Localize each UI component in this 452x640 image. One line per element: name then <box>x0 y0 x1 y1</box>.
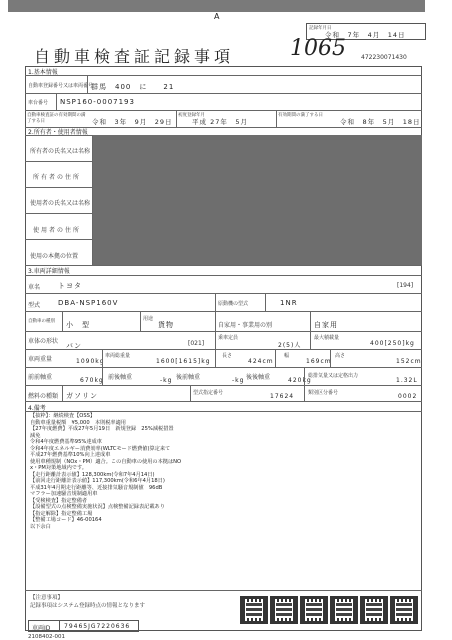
max-load-value: 400[250]kg <box>370 340 415 347</box>
qr-code-icon <box>300 596 328 624</box>
type-no-label: 型式指定番号 <box>193 390 224 396</box>
section4-heading: 4.備考 <box>28 405 46 412</box>
weight-value: 1090kg <box>76 358 105 365</box>
section1-heading: 1.基本情報 <box>28 69 58 76</box>
rr-axle-value: 420kg <box>288 377 312 384</box>
type-no-value: 17624 <box>270 393 295 400</box>
record-date-label: 記録年月日 <box>309 26 332 31</box>
document-number: 472230071430 <box>361 54 407 61</box>
doc-code: 2108402-001 <box>28 634 65 640</box>
record-date-value: 令和 7年 4月 14日 <box>325 31 406 39</box>
model-value: DBA-NSP160V <box>58 299 119 307</box>
maker-code: [194] <box>397 282 414 289</box>
chassis-value: NSP160-0007193 <box>60 98 135 106</box>
kind-value: 小 型 <box>66 321 90 329</box>
gross-label: 車両総重量 <box>105 353 131 359</box>
qr-code-icon <box>270 596 298 624</box>
height-value: 152cm <box>396 358 422 365</box>
kind-label: 自動車の種別 <box>28 319 55 324</box>
fuel-value: ガソリン <box>66 392 98 400</box>
qr-code-icon <box>390 596 418 624</box>
engine-value: 1NR <box>280 299 298 307</box>
body-value: バン <box>66 342 82 350</box>
top-redaction-bar <box>8 0 425 12</box>
owner-address-label: 所有者の住所 <box>33 174 82 181</box>
weight-label: 車両重量 <box>28 356 53 363</box>
cert-label: 自動車検査証の有効期間の満了する日 <box>27 113 86 124</box>
displacement-label: 総排気量又は定格出力 <box>308 373 359 379</box>
chassis-label: 車台番号 <box>28 100 49 106</box>
expiry-value: 令和 8年 5月 18日 <box>340 118 421 126</box>
ff-axle-label: 前前軸重 <box>28 374 53 381</box>
displacement-value: 1.32L <box>396 377 418 384</box>
capacity-value: 2(5)人 <box>278 342 302 349</box>
expiry-label: 有効期間の満了する日 <box>278 113 323 118</box>
purpose-value: 自家用 <box>314 321 338 329</box>
width-label: 幅 <box>284 353 290 359</box>
user-name-label: 使用者の氏名又は名称 <box>30 200 91 207</box>
length-label: 長さ <box>222 353 233 359</box>
ff-axle-value: 670kg <box>80 377 104 384</box>
class-label: 類別区分番号 <box>308 390 339 396</box>
vehicle-id-label-box <box>28 620 60 632</box>
rf-axle-value: -kg <box>232 377 245 384</box>
use-value: 貨物 <box>158 321 174 329</box>
length-value: 424cm <box>248 358 274 365</box>
notes-text: 【抜粋】：継続検査【OSS】 自動車重量税額 ¥5,000 本則税率適用 【27年度燃費】平成27年5月19日 新規登録 25%減税措置 減免 令和4年度燃費基準95%達成車 令和4年度エネルギー消費効率(WLTCモード燃費値)算定来て 平成27年燃費基準10%向上達成車 使用車種規制（NOx・PM）適合。この自動車の使用の本拠はNO x・PM対策地域内です。 【走行距離計表示値】128,300km(令和7年4月14日) 【前回走行距離計表示値】117,300km(令和6年4月18日) 平成31年4月期走行距離等、近接排気騒音規制値 96dB マフラー加速騒音規制適用車 【受検検査】指定整備者 【設備型式の点検整備実施状況】点検整備記録表記載あり 【指定解除】指定整備工場 【整備工場コード】46-00164 以下余白 <box>30 413 182 530</box>
purpose-label: 自家用・事業用の別 <box>218 322 273 329</box>
vehicle-id-value-box <box>59 620 139 632</box>
section3-heading: 3.車両詳細情報 <box>28 268 70 275</box>
rr-axle-label: 後後軸重 <box>246 374 271 381</box>
height-label: 高さ <box>335 353 346 359</box>
base-location-label: 使用の本拠の位置 <box>30 253 79 260</box>
document-title: 自動車検査証記録事項 <box>34 47 235 66</box>
reg-label: 自動車登録番号又は車両番号 <box>28 83 94 89</box>
gross-value: 1600[1615]kg <box>156 358 211 365</box>
body-label: 車体の形状 <box>28 338 59 345</box>
first-reg-label: 初度登録年月 <box>178 113 205 118</box>
cert-date: 令和 3年 9月 29日 <box>92 118 173 126</box>
reg-value: 群馬 400 に 21 <box>91 83 175 91</box>
top-mark: A <box>214 12 220 21</box>
use-label: 用途 <box>143 316 154 322</box>
model-label: 型式 <box>28 302 41 309</box>
footer-notes-text: 記録事項はシステム登録時点の情報となります <box>30 603 145 609</box>
capacity-label: 乗車定員 <box>218 335 239 341</box>
owner-info-redaction <box>92 135 422 265</box>
class-value: 0002 <box>398 393 418 400</box>
section2-heading: 2.所有者・使用者情報 <box>28 129 88 136</box>
fr-axle-label: 前後軸重 <box>108 374 133 381</box>
engine-label: 原動機の型式 <box>218 301 249 307</box>
fr-axle-value: -kg <box>160 377 173 384</box>
rf-axle-label: 後前軸重 <box>176 374 201 381</box>
max-load-label: 最大積載量 <box>314 335 340 341</box>
first-reg-value: 平成 27年 5月 <box>192 118 248 126</box>
qr-code-icon <box>240 596 268 624</box>
handwritten-number: 1065 <box>290 36 346 61</box>
qr-code-icon <box>360 596 388 624</box>
width-value: 169cm <box>306 358 332 365</box>
fuel-label: 燃料の種類 <box>28 393 59 400</box>
maker-value: トヨタ <box>58 282 82 290</box>
maker-label: 車名 <box>28 284 41 291</box>
body-code: [021] <box>188 340 205 347</box>
qr-code-icon <box>330 596 358 624</box>
vehicle-id-label: 車両ID <box>32 625 51 632</box>
owner-name-label: 所有者の氏名又は名称 <box>30 148 91 155</box>
vehicle-id-value: 79465JG7220636 <box>64 623 131 630</box>
user-address-label: 使用者の住所 <box>33 227 82 234</box>
footer-notes-label: 【注意事項】 <box>30 595 64 601</box>
